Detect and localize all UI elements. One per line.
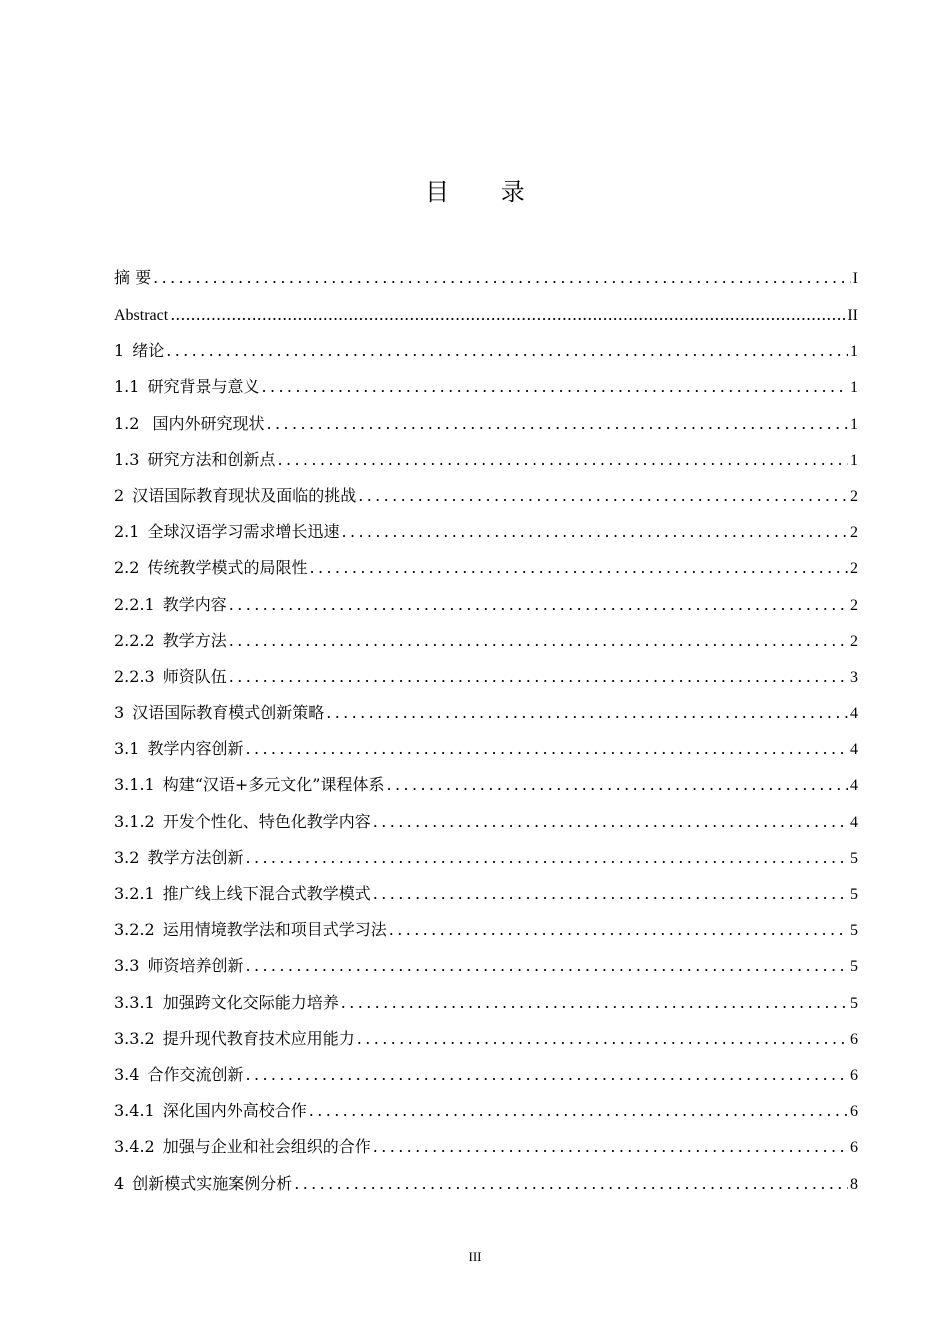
toc-entry-page: 1	[850, 343, 858, 361]
toc-entry-4[interactable]	[114, 1166, 858, 1202]
toc-leader-dots	[341, 514, 848, 550]
toc-entry-2-2-3[interactable]	[114, 659, 858, 695]
toc-entry-number: 1.3	[114, 449, 140, 469]
toc-entry-3-4[interactable]	[114, 1057, 858, 1093]
toc-leader-dots	[387, 767, 849, 803]
toc-entry-page: 4	[850, 777, 858, 795]
toc-entry-label: 3.3 师资培养创新	[114, 956, 244, 976]
toc-entry-number: 3.1	[114, 739, 140, 759]
toc-entry-page: 4	[850, 813, 858, 831]
toc-entry-label: 1 绪论	[114, 341, 165, 361]
toc-entry-page: 1	[850, 451, 858, 469]
toc-entry-label: 3.4.2 加强与企业和社会组织的合作	[114, 1137, 371, 1157]
toc-entry-label: 2 汉语国际教育现状及面临的挑战	[114, 485, 357, 505]
toc-entry-label: 2.2.1 教学内容	[114, 594, 227, 614]
toc-entry-number: 3.4.1	[114, 1101, 155, 1121]
toc-entry-label: 2.2.2 教学方法	[114, 630, 227, 650]
toc-entry-label: 3.2 教学方法创新	[114, 847, 244, 867]
toc-title: 目 录	[425, 178, 547, 206]
toc-list	[114, 259, 858, 1202]
toc-entry-page: 5	[850, 922, 858, 940]
toc-entry-number: 2.2.3	[114, 666, 155, 686]
toc-entry-number: 3.3.1	[114, 992, 155, 1012]
toc-entry-page: 8	[850, 1175, 858, 1193]
toc-entry-1-3[interactable]	[114, 442, 858, 478]
toc-entry-label: 2.2 传统教学模式的局限性	[114, 558, 308, 578]
toc-entry-3-4-1[interactable]	[114, 1093, 858, 1129]
toc-entry-2[interactable]	[114, 478, 858, 514]
toc-entry-label: 3.3.1 加强跨文化交际能力培养	[114, 992, 339, 1012]
toc-leader-dots	[373, 1129, 848, 1165]
toc-leader-dots	[245, 1057, 848, 1093]
toc-entry-page: 6	[850, 1103, 858, 1121]
toc-entry-number: 3.2.1	[114, 884, 155, 903]
toc-leader-dots	[309, 550, 848, 586]
toc-entry-page: 5	[850, 849, 858, 867]
toc-entry-number: 4	[114, 1173, 125, 1193]
toc-entry-label: 3.1.1 构建“汉语+多元文化”课程体系	[114, 775, 385, 795]
toc-entry-label: 1.3 研究方法和创新点	[114, 449, 276, 469]
toc-entry-number: 1.1	[114, 377, 140, 397]
toc-entry-abstract-cn[interactable]	[114, 259, 858, 297]
toc-entry-label: 摘 要	[114, 268, 152, 287]
toc-entry-label: 3.2.1 推广线上线下混合式教学模式	[114, 884, 371, 903]
toc-entry-page: I	[852, 270, 858, 287]
toc-leader-dots	[166, 333, 848, 369]
toc-entry-3-4-2[interactable]	[114, 1129, 858, 1165]
toc-leader-dots	[357, 1021, 848, 1057]
toc-entry-label: 1.1 研究背景与意义	[114, 377, 260, 397]
toc-entry-number: 2.1	[114, 522, 140, 542]
toc-leader-dots	[373, 804, 848, 840]
toc-entry-page: 1	[850, 415, 858, 433]
toc-entry-label: 2.2.3 师资队伍	[114, 666, 227, 686]
toc-entry-3[interactable]	[114, 695, 858, 731]
toc-entry-number: 2.2.2	[114, 630, 155, 650]
toc-entry-number: 2	[114, 485, 125, 505]
toc-entry-label: 3 汉语国际教育模式创新策略	[114, 703, 325, 723]
toc-entry-number: 3.4.2	[114, 1137, 155, 1157]
toc-entry-3-3-1[interactable]	[114, 985, 858, 1021]
toc-leader-dots	[245, 731, 848, 767]
toc-leader-dots	[229, 659, 848, 695]
toc-leader-dots	[170, 297, 845, 333]
toc-entry-label: Abstract	[114, 307, 169, 324]
toc-entry-number: 2.2	[114, 558, 140, 578]
toc-entry-3-1-2[interactable]	[114, 804, 858, 840]
toc-leader-dots	[294, 1166, 848, 1202]
toc-entry-number: 1	[114, 341, 125, 361]
toc-leader-dots	[326, 695, 848, 731]
toc-entry-3-2-2[interactable]	[114, 912, 858, 948]
toc-entry-number: 3.1.2	[114, 811, 155, 831]
toc-entry-label: 2.1 全球汉语学习需求增长迅速	[114, 522, 340, 542]
toc-entry-3-3[interactable]	[114, 948, 858, 984]
toc-entry-page: 2	[850, 524, 858, 542]
toc-entry-3-1-1[interactable]	[114, 767, 858, 803]
toc-entry-2-2-1[interactable]	[114, 587, 858, 623]
toc-leader-dots	[245, 840, 848, 876]
toc-entry-number: 3	[114, 703, 125, 723]
toc-entry-label: 3.1 教学内容创新	[114, 739, 244, 759]
toc-entry-page: 4	[850, 705, 858, 723]
toc-leader-dots	[309, 1093, 848, 1129]
toc-entry-page: 6	[850, 1030, 858, 1048]
toc-entry-abstract-en[interactable]	[114, 297, 858, 333]
toc-entry-label: 1.2 国内外研究现状	[114, 413, 265, 433]
toc-entry-number: 1.2	[114, 413, 140, 433]
toc-entry-page: 3	[850, 668, 858, 686]
toc-leader-dots	[389, 912, 848, 948]
toc-entry-page: 2	[850, 596, 858, 614]
toc-entry-2-2[interactable]	[114, 550, 858, 586]
toc-leader-dots	[267, 406, 848, 442]
toc-entry-number: 3.3	[114, 956, 140, 976]
toc-entry-label: 3.4 合作交流创新	[114, 1064, 244, 1084]
toc-entry-number: 3.4	[114, 1064, 140, 1084]
toc-entry-number: 3.1.1	[114, 775, 155, 795]
toc-leader-dots	[153, 259, 851, 297]
toc-entry-page: 5	[850, 958, 858, 976]
toc-leader-dots	[341, 985, 848, 1021]
toc-entry-1-2[interactable]	[114, 406, 858, 442]
toc-leader-dots	[245, 948, 848, 984]
toc-entry-page: 1	[850, 379, 858, 397]
toc-entry-3-1[interactable]	[114, 731, 858, 767]
toc-leader-dots	[373, 876, 848, 912]
toc-entry-page: 2	[850, 632, 858, 650]
toc-entry-number: 3.3.2	[114, 1028, 155, 1048]
toc-entry-1-1[interactable]	[114, 369, 858, 405]
toc-entry-label: 3.4.1 深化国内外高校合作	[114, 1101, 307, 1121]
toc-entry-label: 3.2.2 运用情境教学法和项目式学习法	[114, 920, 387, 940]
toc-entry-page: 5	[850, 994, 858, 1012]
toc-entry-1[interactable]	[114, 333, 858, 369]
toc-entry-number: 3.2.2	[114, 920, 155, 940]
toc-entry-3-2[interactable]	[114, 840, 858, 876]
toc-leader-dots	[358, 478, 848, 514]
toc-entry-page: 4	[850, 741, 858, 759]
toc-entry-label: 4 创新模式实施案例分析	[114, 1173, 293, 1193]
toc-entry-page: 5	[850, 886, 858, 903]
toc-entry-2-2-2[interactable]	[114, 623, 858, 659]
toc-entry-page: 6	[850, 1139, 858, 1157]
toc-entry-page: 6	[850, 1066, 858, 1084]
toc-leader-dots	[261, 369, 848, 405]
toc-entry-page: 2	[850, 560, 858, 578]
toc-entry-label: 3.3.2 提升现代教育技术应用能力	[114, 1028, 355, 1048]
toc-entry-number: 2.2.1	[114, 594, 155, 614]
toc-leader-dots	[229, 623, 848, 659]
toc-entry-page: 2	[850, 487, 858, 505]
page-number: III	[468, 1249, 482, 1264]
toc-entry-3-2-1[interactable]	[114, 876, 858, 912]
toc-entry-2-1[interactable]	[114, 514, 858, 550]
toc-entry-number: 3.2	[114, 847, 140, 867]
toc-entry-3-3-2[interactable]	[114, 1021, 858, 1057]
toc-entry-page: II	[847, 307, 858, 324]
toc-leader-dots	[229, 587, 848, 623]
toc-leader-dots	[277, 442, 848, 478]
toc-entry-label: 3.1.2 开发个性化、特色化教学内容	[114, 811, 371, 831]
